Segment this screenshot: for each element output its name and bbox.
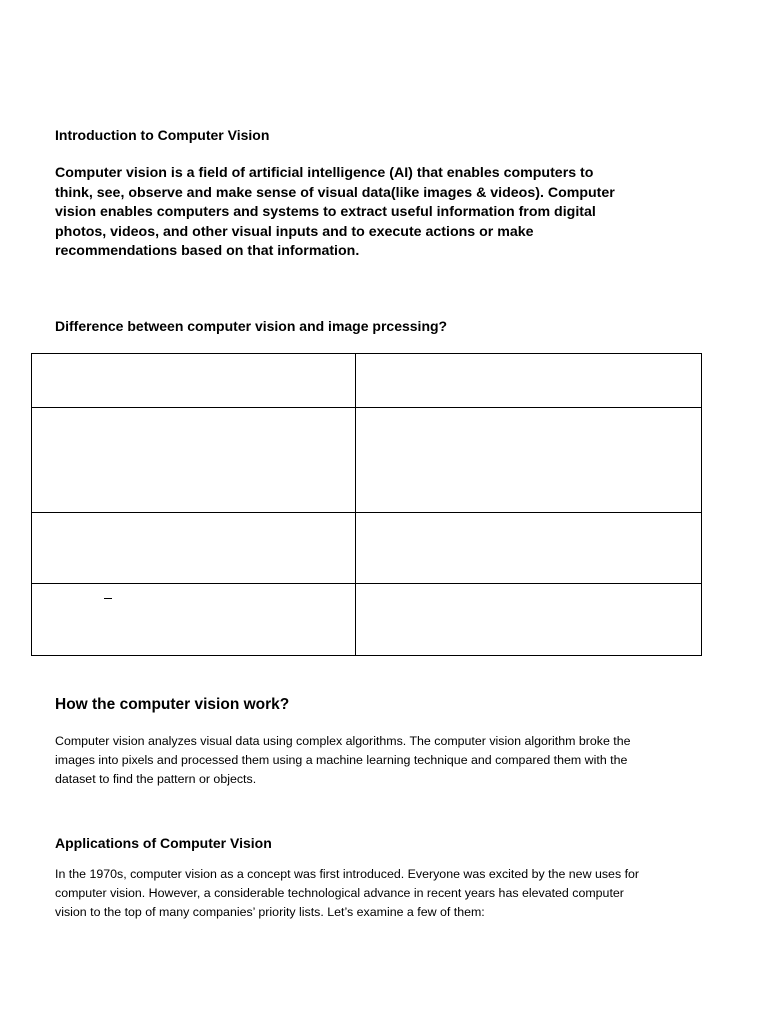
- table-cell: [356, 513, 702, 584]
- intro-line: recommendations based on that information.: [55, 243, 360, 259]
- table-row: [32, 354, 702, 408]
- applications-line: computer vision. However, a considerable technological advance in recent years has elevated computer: [55, 886, 624, 900]
- intro-line: Computer vision is a field of artificial intelligence (AI) that enables computers to: [55, 165, 594, 181]
- how-line: Computer vision analyzes visual data using complex algorithms. The computer vision algorithm broke the: [55, 734, 631, 748]
- how-paragraph: [55, 732, 670, 789]
- table-cell: [32, 354, 356, 408]
- applications-paragraph: [55, 865, 670, 922]
- table-cell: [356, 354, 702, 408]
- how-line: dataset to find the pattern or objects.: [55, 772, 257, 786]
- applications-heading: Applications of Computer Vision: [55, 835, 272, 851]
- how-heading: How the computer vision work?: [55, 696, 290, 713]
- intro-line: vision enables computers and systems to extract useful information from digital: [55, 204, 596, 220]
- dash-mark: [104, 598, 112, 599]
- table-cell: [32, 584, 356, 656]
- intro-paragraph: [55, 164, 665, 262]
- intro-line: think, see, observe and make sense of visual data(like images & videos). Computer: [55, 184, 615, 201]
- table-cell: [32, 513, 356, 584]
- table-cell: [32, 408, 356, 513]
- difference-heading: Difference between computer vision and image prcessing?: [55, 318, 448, 334]
- table-cell: [356, 408, 702, 513]
- table-row: [32, 584, 702, 656]
- table-row: [32, 513, 702, 584]
- difference-table: [31, 353, 702, 656]
- applications-line: In the 1970s, computer vision as a concept was first introduced. Everyone was excited by the new uses for: [55, 867, 640, 881]
- applications-line: vision to the top of many companies’ priority lists. Let’s examine a few of them:: [55, 905, 485, 919]
- table-row: [32, 408, 702, 513]
- intro-heading: Introduction to Computer Vision: [55, 127, 270, 143]
- intro-line: photos, videos, and other visual inputs and to execute actions or make: [55, 223, 534, 240]
- table-cell: [356, 584, 702, 656]
- how-line: images into pixels and processed them using a machine learning technique and compared them with the: [55, 753, 628, 767]
